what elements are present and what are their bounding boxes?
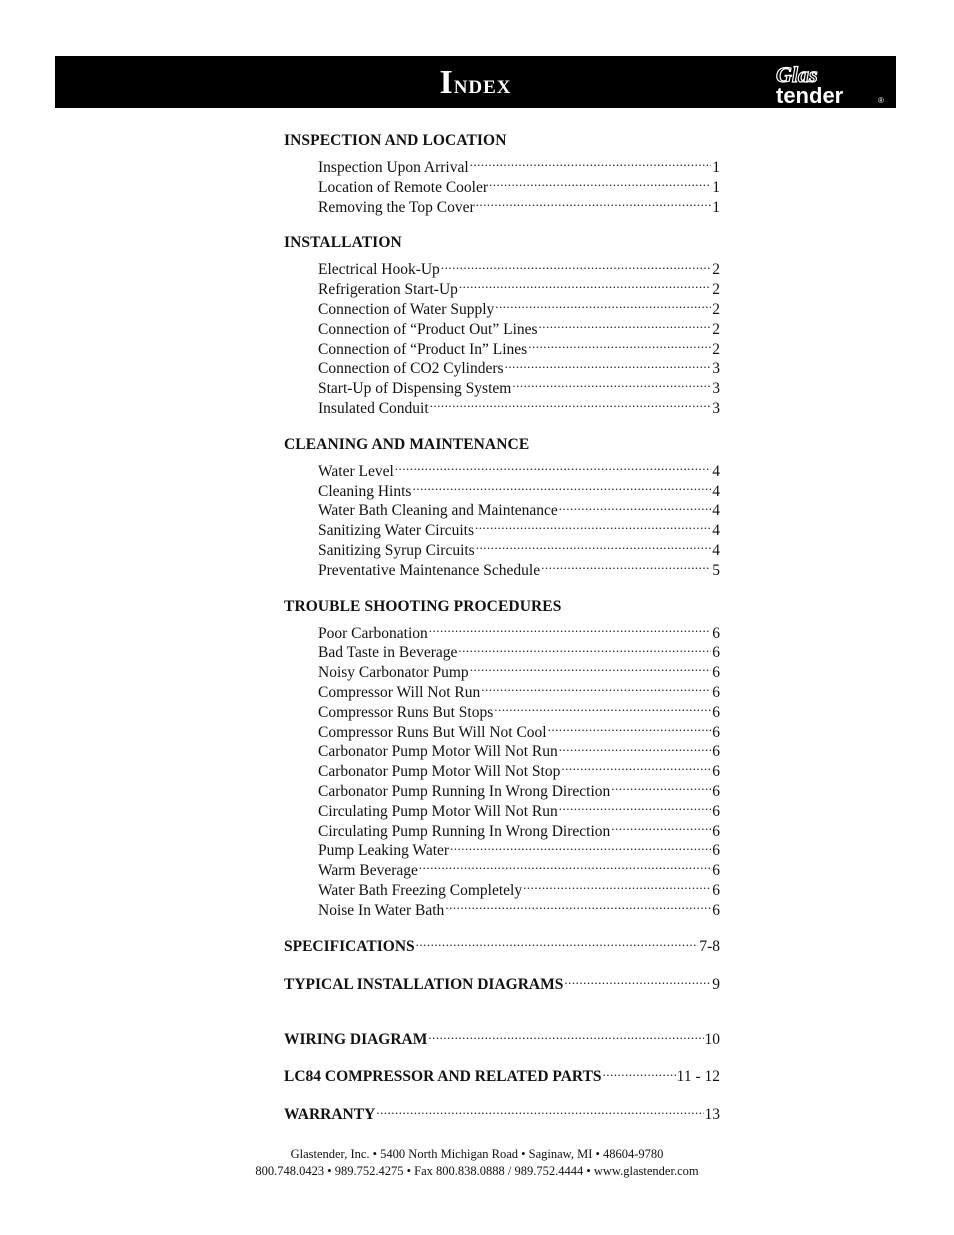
dot-leader	[523, 881, 711, 895]
entry-page-number: 6	[712, 842, 720, 860]
entry-label: Sanitizing Syrup Circuits	[318, 541, 475, 559]
glastender-logo	[772, 62, 890, 106]
entry-label: Connection of “Product In” Lines	[318, 340, 528, 358]
dot-leader	[611, 782, 711, 796]
dot-leader	[450, 841, 711, 855]
entry-label: Refrigeration Start-Up	[318, 281, 458, 299]
index-entry	[318, 482, 720, 502]
entry-page-number: 2	[712, 340, 720, 358]
entry-label: Water Bath Cleaning and Maintenance	[318, 502, 558, 520]
index-entry	[318, 379, 720, 399]
dot-leader	[489, 178, 711, 192]
dot-leader	[475, 521, 711, 535]
index-entry	[318, 340, 720, 360]
dot-leader	[564, 975, 711, 989]
entry-label: Water Level	[318, 462, 394, 480]
entry-page-number: 6	[712, 644, 720, 662]
index-entry	[318, 178, 720, 198]
dot-leader	[611, 822, 711, 836]
dot-leader	[476, 198, 712, 212]
entry-label: Water Bath Freezing Completely	[318, 881, 523, 899]
main-entry-label: WIRING DIAGRAM	[284, 1030, 428, 1048]
entry-page-number: 4	[712, 482, 720, 500]
index-entry	[318, 501, 720, 521]
main-index-entry	[284, 937, 720, 956]
entry-page-number: 1	[712, 178, 720, 196]
main-entry-page-number: 11 - 12	[676, 1067, 720, 1085]
section-title: CLEANING AND MAINTENANCE	[284, 435, 530, 453]
logo-text-bottom: tender	[776, 83, 844, 106]
dot-leader	[445, 901, 711, 915]
entry-page-number: 2	[712, 281, 720, 299]
main-index-entry	[284, 1030, 720, 1049]
dot-leader	[376, 1105, 703, 1119]
dot-leader	[458, 643, 711, 657]
index-section	[284, 435, 720, 581]
index-entry	[318, 762, 720, 782]
entry-page-number: 6	[712, 782, 720, 800]
dot-leader	[428, 1030, 703, 1044]
section-title: TROUBLE SHOOTING PROCEDURES	[284, 597, 562, 615]
index-content	[284, 131, 720, 1124]
index-entry	[318, 561, 720, 581]
index-entry	[318, 643, 720, 663]
entry-page-number: 3	[712, 380, 720, 398]
main-entry-label: WARRANTY	[284, 1105, 376, 1123]
section-title: INSTALLATION	[284, 234, 402, 252]
dot-leader	[494, 703, 711, 717]
dot-leader	[481, 683, 711, 697]
index-entry	[318, 359, 720, 379]
dot-leader	[512, 379, 711, 393]
footer	[0, 1146, 954, 1180]
main-entries	[284, 937, 720, 1124]
dot-leader	[548, 723, 712, 737]
entry-page-number: 3	[712, 360, 720, 378]
dot-leader	[495, 300, 711, 314]
entry-page-number: 6	[712, 664, 720, 682]
page-title: Index	[439, 64, 512, 101]
entry-label: Circulating Pump Running In Wrong Direction	[318, 822, 611, 840]
index-entry	[318, 901, 720, 921]
footer-contact: 800.748.0423 • 989.752.4275 • Fax 800.838.0888 / 989.752.4444 • www.glastender.com	[255, 1164, 699, 1178]
index-sections	[284, 131, 720, 921]
index-entry	[318, 399, 720, 419]
dot-leader	[603, 1067, 676, 1081]
index-entry	[318, 881, 720, 901]
dot-leader	[559, 501, 711, 515]
dot-leader	[559, 802, 711, 816]
entry-list	[284, 462, 720, 581]
index-entry	[318, 742, 720, 762]
entry-label: Noise In Water Bath	[318, 901, 445, 919]
main-entry-label: TYPICAL INSTALLATION DIAGRAMS	[284, 975, 564, 993]
main-index-entry	[284, 1067, 720, 1086]
entry-page-number: 4	[712, 522, 720, 540]
index-entry	[318, 158, 720, 178]
main-entry-label: LC84 COMPRESSOR AND RELATED PARTS	[284, 1067, 602, 1085]
entry-label: Carbonator Pump Running In Wrong Direction	[318, 782, 611, 800]
entry-label: Connection of Water Supply	[318, 300, 495, 318]
index-section	[284, 597, 720, 921]
entry-label: Connection of “Product Out” Lines	[318, 320, 538, 338]
dot-leader	[505, 359, 712, 373]
dot-leader	[561, 762, 711, 776]
entry-page-number: 3	[712, 399, 720, 417]
index-entry	[318, 663, 720, 683]
index-entry	[318, 280, 720, 300]
dot-leader	[470, 663, 712, 677]
entry-page-number: 6	[712, 703, 720, 721]
index-entry	[318, 300, 720, 320]
footer-address: Glastender, Inc. • 5400 North Michigan Road • Saginaw, MI • 48604-9780	[290, 1147, 664, 1161]
entry-page-number: 6	[712, 763, 720, 781]
entry-page-number: 6	[712, 881, 720, 899]
entry-label: Carbonator Pump Motor Will Not Stop	[318, 763, 561, 781]
index-entry	[318, 822, 720, 842]
entry-label: Compressor Will Not Run	[318, 683, 481, 701]
entry-label: Sanitizing Water Circuits	[318, 522, 475, 540]
entry-label: Start-Up of Dispensing System	[318, 380, 512, 398]
entry-label: Compressor Runs But Stops	[318, 703, 494, 721]
main-entry-page-number: 10	[704, 1030, 720, 1048]
entry-list	[284, 260, 720, 418]
entry-label: Removing the Top Cover	[318, 198, 475, 216]
entry-page-number: 2	[712, 320, 720, 338]
index-entry	[318, 841, 720, 861]
index-section	[284, 233, 720, 418]
entry-label: Carbonator Pump Motor Will Not Run	[318, 743, 558, 761]
dot-leader	[441, 260, 711, 274]
entry-label: Bad Taste in Beverage	[318, 644, 458, 662]
entry-label: Compressor Runs But Will Not Cool	[318, 723, 547, 741]
dot-leader	[395, 462, 711, 476]
index-entry	[318, 703, 720, 723]
logo-text-top: Glas	[776, 62, 818, 87]
dot-leader	[539, 320, 712, 334]
main-index-entry	[284, 1105, 720, 1124]
dot-leader	[430, 399, 712, 413]
dot-leader	[416, 937, 699, 951]
entry-page-number: 6	[712, 802, 720, 820]
index-entry	[318, 198, 720, 218]
entry-label: Warm Beverage	[318, 862, 418, 880]
entry-page-number: 6	[712, 901, 720, 919]
index-entry	[318, 260, 720, 280]
entry-label: Pump Leaking Water	[318, 842, 450, 860]
main-entry-page-number: 13	[704, 1105, 720, 1123]
main-entry-label: SPECIFICATIONS	[284, 937, 415, 955]
index-entry	[318, 782, 720, 802]
dot-leader	[528, 340, 711, 354]
dot-leader	[470, 158, 712, 172]
entry-page-number: 2	[712, 261, 720, 279]
dot-leader	[559, 742, 711, 756]
entry-label: Electrical Hook-Up	[318, 261, 440, 279]
dot-leader	[459, 280, 711, 294]
entry-list	[284, 158, 720, 217]
entry-label: Insulated Conduit	[318, 399, 429, 417]
entry-page-number: 6	[712, 862, 720, 880]
index-entry	[318, 683, 720, 703]
index-entry	[318, 624, 720, 644]
entry-page-number: 1	[712, 159, 720, 176]
header-bar	[55, 56, 896, 108]
entry-list	[284, 624, 720, 921]
entry-label: Location of Remote Cooler	[318, 178, 489, 196]
dot-leader	[419, 861, 711, 875]
logo-registered-mark: ®	[878, 96, 884, 105]
section-title: INSPECTION AND LOCATION	[284, 132, 507, 149]
entry-page-number: 6	[712, 822, 720, 840]
index-entry	[318, 541, 720, 561]
entry-label: Poor Carbonation	[318, 624, 428, 642]
dot-leader	[476, 541, 712, 555]
entry-page-number: 2	[712, 300, 720, 318]
entry-label: Preventative Maintenance Schedule	[318, 561, 541, 579]
index-entry	[318, 320, 720, 340]
entry-page-number: 1	[712, 198, 720, 216]
dot-leader	[541, 561, 711, 575]
main-entry-page-number: 9	[712, 975, 720, 993]
entry-label: Cleaning Hints	[318, 482, 412, 500]
entry-page-number: 6	[712, 743, 720, 761]
index-entry	[318, 802, 720, 822]
entry-page-number: 6	[712, 683, 720, 701]
entry-page-number: 6	[712, 624, 720, 642]
entry-page-number: 4	[712, 502, 720, 520]
main-index-entry	[284, 975, 720, 994]
entry-page-number: 4	[712, 462, 720, 480]
entry-label: Connection of CO2 Cylinders	[318, 360, 504, 378]
entry-page-number: 5	[712, 561, 720, 579]
main-entry-page-number: 7-8	[699, 937, 720, 955]
index-entry	[318, 861, 720, 881]
index-entry	[318, 723, 720, 743]
index-entry	[318, 462, 720, 482]
entry-label: Noisy Carbonator Pump	[318, 664, 469, 682]
index-entry	[318, 521, 720, 541]
dot-leader	[429, 624, 711, 638]
entry-page-number: 4	[712, 541, 720, 559]
entry-page-number: 6	[712, 723, 720, 741]
entry-label: Inspection Upon Arrival	[318, 159, 469, 176]
index-section	[284, 131, 720, 217]
dot-leader	[412, 482, 711, 496]
entry-label: Circulating Pump Motor Will Not Run	[318, 802, 558, 820]
